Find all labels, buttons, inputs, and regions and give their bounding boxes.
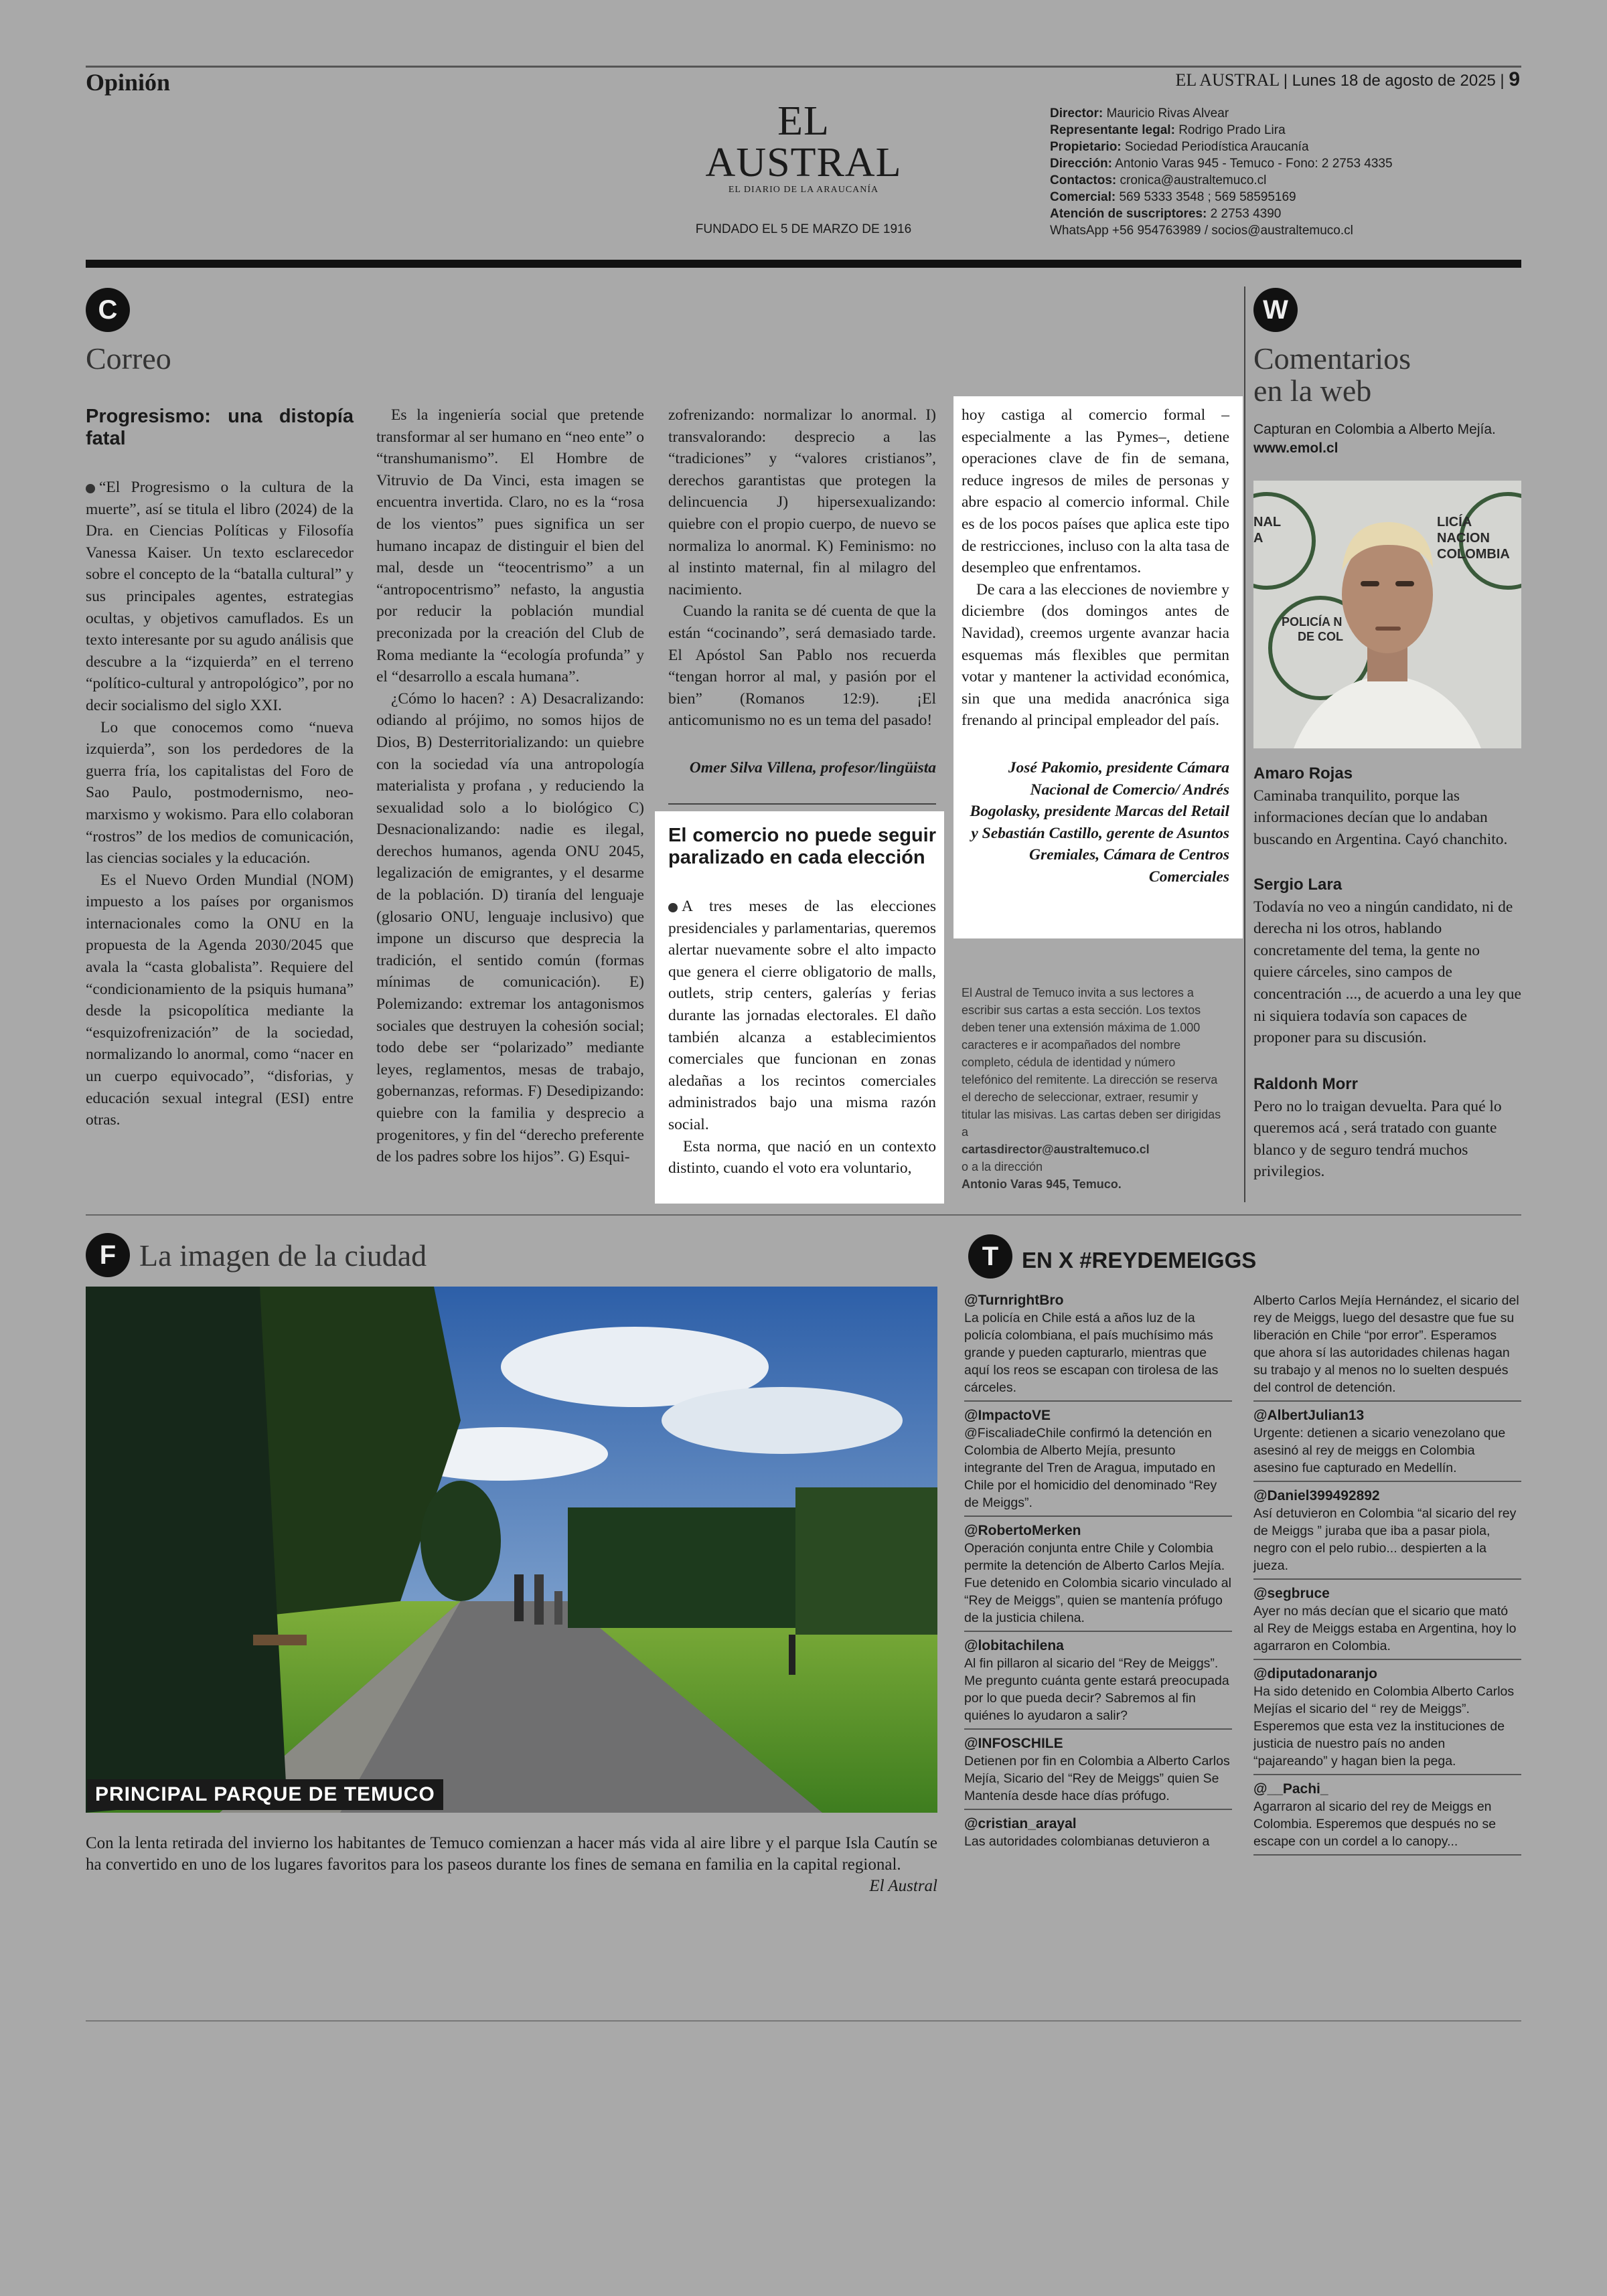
bullet-icon xyxy=(668,903,678,912)
tweet-handle[interactable]: @AlbertJulian13 xyxy=(1253,1408,1365,1423)
web-comment xyxy=(1253,763,1521,850)
site-link[interactable]: www.emol.cl xyxy=(1253,440,1338,456)
mugshot-text-center: POLICÍA N DE COL xyxy=(1282,615,1344,643)
tweet xyxy=(1253,1585,1521,1660)
logo-title: EL AUSTRAL xyxy=(705,98,902,185)
tweet xyxy=(1253,1781,1521,1856)
tweet-handle[interactable]: @__Pachi_ xyxy=(1253,1781,1328,1797)
tweet-handle[interactable]: @RobertoMerken xyxy=(964,1523,1081,1538)
web-comment xyxy=(1253,874,1521,1049)
tweet xyxy=(964,1735,1232,1810)
top-rule xyxy=(86,66,1521,68)
notice-or: o a la dirección xyxy=(962,1160,1043,1173)
tweet xyxy=(964,1815,1232,1854)
letter2-signature: José Pakomio, presidente Cámara Nacional de Comercio/ Andrés Bogolasky, presidente Marcas del Retail y Sebastián Castillo, gerente de Asuntos Gremiales, Cámara de Centros Comerciales xyxy=(970,758,1229,886)
letters-notice xyxy=(962,984,1229,1193)
web-comments-section-icon: W xyxy=(1253,288,1298,332)
paragraph: De cara a las elecciones de noviembre y diciembre (dos domingos antes de Navidad), creemos urgente avanzar hacia esquemas más flexibles que permitan votar y mantener la actividad económica, sin que una medida anacrónica siga frenando al principal empleador del país. xyxy=(962,580,1229,730)
commenter-name: Amaro Rojas xyxy=(1253,764,1353,783)
photo-credit: El Austral xyxy=(869,1877,937,1895)
city-image-title: La imagen de la ciudad xyxy=(139,1238,427,1273)
tweets-column-2 xyxy=(1253,1292,1521,1861)
commenter-name: Raldonh Morr xyxy=(1253,1075,1358,1093)
staff-line: Atención de suscriptores: 2 2753 4390 xyxy=(1050,207,1282,221)
newspaper-logo xyxy=(690,100,917,237)
tweet-handle[interactable]: @INFOSCHILE xyxy=(964,1736,1063,1751)
park-illustration xyxy=(86,1287,937,1813)
x-section-icon: T xyxy=(968,1234,1012,1279)
paragraph: “El Progresismo o la cultura de la muerte”, así se titula el libro (2024) de la Dra. en Ciencias Políticas y Filosofía Vanessa Kaiser. Un texto esclarecedor sobre el concepto de la “batalla cultural” y sus principales agentes, estrategias ocultas, y objetivos camuflados. Es un texto interesante por su agudo análisis que descubre a la “izquierda” en el terreno “político-cultural y antropológico”, por no decir socialismo del siglo XXI. xyxy=(86,479,354,714)
correo-title: Correo xyxy=(86,341,171,376)
comment-text: Pero no lo traigan devuelta. Para qué lo queremos acá , será tratado con guante blanco y de seguro tendrá muchos privilegios. xyxy=(1253,1097,1502,1181)
tweet-handle[interactable]: @cristian_arayal xyxy=(964,1816,1077,1831)
staff-line: Representante legal: Rodrigo Prado Lira xyxy=(1050,123,1286,137)
staff-line: Dirección: Antonio Varas 945 - Temuco - Fono: 2 2753 4335 xyxy=(1050,157,1393,171)
web-comments-title: Comentarios en la web xyxy=(1253,341,1411,408)
paragraph: hoy castiga al comercio formal –especialmente a las Pymes–, detiene operaciones clave de fin de semana, reduce ingresos de miles de personas y abre espacio al comercio informal. Chile es de los pocos países que aplica este tipo de restricciones, incluso con la alta tasa de desempleo que enfrentamos. xyxy=(962,406,1229,577)
paragraph: Cuando la ranita se dé cuenta de que la están “cocinando”, será demasiado tarde. El Apóstol San Pablo nos recuerda “tengan horror al mal, y pasión por el bien” (Romanos 12:9). ¡El anticomunismo no es un tema del pasado! xyxy=(668,602,936,730)
x-section-title: EN X #REYDEMEIGGS xyxy=(1022,1248,1257,1273)
tweet-text: La policía en Chile está a años luz de la policía colombiana, el país muchísimo más grande y pueden capturarlo, mientras que aquí los reos se escapan con tirolesa de las cárceles. xyxy=(964,1311,1219,1395)
web-comment xyxy=(1253,1074,1521,1183)
comment-text: Caminaba tranquilito, porque las informaciones decían que lo andaban buscando en Argentina. Cayó chanchito. xyxy=(1253,787,1508,848)
tweet-text: Las autoridades colombianas detuvieron a xyxy=(964,1834,1210,1849)
tweet-text: Así detuvieron en Colombia “al sicario del rey de Meiggs ” juraba que iba a pasar piola, negro con el pelo rubio... despierten a la jueza. xyxy=(1253,1506,1517,1573)
page-number: 9 xyxy=(1509,68,1520,90)
staff-line: WhatsApp +56 954763989 / socios@australtemuco.cl xyxy=(1050,224,1353,238)
park-photo xyxy=(86,1287,937,1813)
paragraph: Esta norma, que nació en un contexto distinto, cuando el voto era voluntario, xyxy=(668,1137,936,1177)
column-divider xyxy=(1244,286,1245,1202)
photo-caption: Con la lenta retirada del invierno los habitantes de Temuco comienzan a hacer más vida al aire libre y el parque Isla Cautín se ha convertido en uno de los lugares favoritos para los paseos durante los fines de semana en familia en la capital regional. El Austral xyxy=(86,1833,937,1897)
tweet-handle[interactable]: @Daniel399492892 xyxy=(1253,1488,1380,1503)
tweet xyxy=(1253,1665,1521,1775)
tweet-handle[interactable]: @lobitachilena xyxy=(964,1638,1064,1653)
tweet-handle[interactable]: @diputadonaranjo xyxy=(1253,1666,1377,1682)
header-thick-rule xyxy=(86,260,1521,268)
web-comments-subtitle: Capturan en Colombia a Alberto Mejía. www.emol.cl xyxy=(1253,420,1496,458)
mugshot-text-right: LICÍA NACION COLOMBIA xyxy=(1437,515,1510,562)
staff-line: Comercial: 569 5333 3548 ; 569 58595169 xyxy=(1050,190,1296,204)
tweet-text: Ha sido detenido en Colombia Alberto Carlos Mejías el sicario del “ rey de Meiggs”. Esperemos que esta vez la instituciones de justicia de nuestro país no anden “pajareando” y hagan bien la pega. xyxy=(1253,1684,1515,1769)
tweet xyxy=(1253,1292,1521,1402)
paragraph: A tres meses de las elecciones presidenciales y parlamentarias, queremos alertar nuevamente sobre el alto impacto que genera el cierre obligatorio de malls, outlets, strip centers, galerías y ferias durante las jornadas electorales. El daño también alcanza a establecimientos comerciales que funcionan en zonas aledañas a los recintos comerciales administrados bajo una misma razón social. xyxy=(668,898,936,1133)
paragraph: zofrenizando: normalizar lo anormal. I) transvalorando: desprecio a las “tradiciones” y “valores cristianos”, derechos garantistas que protegen la delincuencia J) hipersexualizando: quiebre con el propio cuerpo, de nuevo se normaliza lo anormal. K) Feminismo: no al instinto maternal, fin al milagro del nacimiento. xyxy=(668,406,936,598)
tweet-text: Detienen por fin en Colombia a Alberto Carlos Mejía, Sicario del “Rey de Meiggs” quien Se Mantenía desde hace días prófugo. xyxy=(964,1754,1230,1803)
tweet xyxy=(1253,1487,1521,1580)
paragraph: Es la ingeniería social que pretende transformar al ser humano en “neo ente” o “transhumanismo”. El Hombre de Vitruvio de Da Vinci, esta imagen se encuentra invertida. Claro, no es la “rosa de los vientos” pues significa un ser humano incapaz de distinguir el bien del mal, desde un “teocentrismo” a un “antropocentrismo” nefasto, la angustia por reducir la población mundial preconizada por la creación del Club de Roma mediante la “ecología profunda” y el “desarrollo a escala humana”. xyxy=(376,406,644,686)
paragraph: ¿Cómo lo hacen? : A) Desacralizando: odiando al prójimo, no somos hijos de Dios, B) Desterritorializando: un quiebre con la sociedad vía una antropología materialista y profana , y reduciendo la sexualidad solo a lo biológico C) Desnacionalizando: nadie es ilegal, derechos humanos, agenda ONU 2045, legalización de emigrantes, y el desarme de la población. D) tiranía del lenguaje (glosario ONU, lenguaje inclusivo) que impone un discurso que desprecia la tradición, el sentido común (formas mínimas de comunicación). E) Polemizando: extremar los antagonismos sociales que destruyen la cohesión social; todo debe ser “polarizado” mediante leyes, reglamentos, mesas de trabajo, gobernanzas, reformas. F) Desedipizando: quiebre con la familia y desprecio a progenitores, y fin del “derecho preferente de los padres sobre los hijos”. G) Esqui- xyxy=(376,689,644,1166)
tweet-text: Alberto Carlos Mejía Hernández, el sicario del rey de Meiggs, luego del desastre que fue su liberación en Chile “por error”. Esperamos que ahora sí las autoridades chilenas hagan su trabajo y al menos no lo suelten después del control de detención. xyxy=(1253,1293,1519,1395)
letter1-headline: Progresismo: una distopía fatal xyxy=(86,406,354,449)
tweet-text: Ayer no más decían que el sicario que mató al Rey de Meiggs estaba en Argentina, hoy lo agarraron en Colombia. xyxy=(1253,1604,1517,1653)
letter-divider xyxy=(668,803,936,805)
notice-address: Antonio Varas 945, Temuco. xyxy=(962,1177,1122,1191)
letter2-column-1 xyxy=(668,825,936,1179)
paragraph: Es el Nuevo Orden Mundial (NOM) impuesto a los países por organismos internacionales como la ONU en la propuesta de la Agenda 2030/2045 que avala la “casta globalista”. Requiere del “condicionamiento de la psiquis humana” desde la psicopolítica mediante la “esquizofrenización” de la sociedad, normalizando lo anormal, como “nacer en un cuerpo equivocado”, “disforias, y educación sexual integral (ESI) entre otras. xyxy=(86,871,354,1129)
section-label: Opinión xyxy=(86,69,171,96)
bullet-icon xyxy=(86,484,95,493)
staff-box xyxy=(1050,105,1393,239)
masthead-right: EL AUSTRAL | Lunes 18 de agosto de 2025 | 9 xyxy=(1175,68,1520,90)
letter2-headline: El comercio no puede seguir paralizado en cada elección xyxy=(668,825,936,868)
commenter-name: Sergio Lara xyxy=(1253,876,1343,894)
notice-text: El Austral de Temuco invita a sus lectores a escribir sus cartas a esta sección. Los textos deben tener una extensión máxima de 1.000 caracteres e ir acompañados del nombre completo, cédula de identidad y número telefónico del remitente. La dirección se reserva el derecho de seleccionar, extraer, resumir y titular las misivas. Las cartas deben ser dirigidas a xyxy=(962,986,1221,1139)
letter1-column-3 xyxy=(668,404,936,779)
correo-section-icon: C xyxy=(86,288,130,332)
tweet-text: Agarraron al sicario del rey de Meiggs en Colombia. Esperemos que después no se escape con un cordel a lo canopy... xyxy=(1253,1799,1497,1849)
mugshot-text-left: NAL A xyxy=(1253,515,1282,546)
mugshot-photo xyxy=(1253,481,1521,748)
staff-line: Propietario: Sociedad Periodística Araucanía xyxy=(1050,140,1309,154)
logo-tagline: EL DIARIO DE LA ARAUCANÍA xyxy=(728,185,879,195)
city-image-section-icon: F xyxy=(86,1233,130,1277)
letter1-column-1 xyxy=(86,406,354,1131)
tweet-text: @FiscaliadeChile confirmó la detención en Colombia de Alberto Mejía, presunto integrante del Tren de Aragua, imputado en Chile por el homicidio del denominado “Rey de Meiggs”. xyxy=(964,1426,1217,1510)
masthead-brand: EL AUSTRAL xyxy=(1175,70,1280,90)
comment-text: Todavía no veo a ningún candidato, ni de derecha ni los otros, hablando concretamente del tema, la gente no quiere cárceles, sino campos de concentración ..., de acuerdo a una ley que ni siquiera todavía son capaces de proponer para su discusión. xyxy=(1253,898,1521,1047)
tweet xyxy=(964,1407,1232,1517)
paragraph: Lo que conocemos como “nueva izquierda”, son los perdedores de la guerra fría, los capitalistas del Foro de Sao Paulo, postmodernismo, neo-marxismo y wokismo. Para ello colaboran “rostros” de los medios de comunicación, las ciencias sociales y la educación. xyxy=(86,718,354,868)
tweet-handle[interactable]: @TurnrightBro xyxy=(964,1293,1064,1308)
staff-line: Director: Mauricio Rivas Alvear xyxy=(1050,106,1229,120)
tweet-handle[interactable]: @ImpactoVE xyxy=(964,1408,1051,1423)
tweet xyxy=(964,1292,1232,1402)
section-rule xyxy=(86,1214,1521,1216)
letter1-signature: Omer Silva Villena, profesor/lingüista xyxy=(689,758,936,776)
tweet-handle[interactable]: @segbruce xyxy=(1253,1586,1330,1601)
tweet xyxy=(1253,1407,1521,1482)
tweet-text: Operación conjunta entre Chile y Colombia permite la detención de Alberto Carlos Mejía. Fue detenido en Colombia sicario vinculado al “Rey de Meiggs”, quien se mantenía prófugo de la justicia chilena. xyxy=(964,1541,1231,1625)
photo-tag: PRINCIPAL PARQUE DE TEMUCO xyxy=(87,1779,443,1810)
notice-email: cartasdirector@australtemuco.cl xyxy=(962,1143,1150,1156)
founded-text: FUNDADO EL 5 DE MARZO DE 1916 xyxy=(695,222,912,236)
tweet xyxy=(964,1637,1232,1730)
masthead-date: Lunes 18 de agosto de 2025 xyxy=(1292,72,1496,90)
tweet-text: Al fin pillaron al sicario del “Rey de Meiggs”. Me pregunto cuánta gente estará preocupada por lo que pueda decir? Sabremos al fin quiénes lo ayudaron a salir? xyxy=(964,1656,1229,1723)
tweets-column-1 xyxy=(964,1292,1232,1860)
letter2-column-2 xyxy=(962,404,1229,888)
tweet xyxy=(964,1522,1232,1632)
letter1-column-2 xyxy=(376,404,644,1168)
bottom-rule xyxy=(86,2020,1521,2022)
tweet-text: Urgente: detienen a sicario venezolano que asesinó al rey de meiggs en Colombia asesino fue capturado en Medellín. xyxy=(1253,1426,1506,1475)
staff-line: Contactos: cronica@australtemuco.cl xyxy=(1050,173,1267,187)
